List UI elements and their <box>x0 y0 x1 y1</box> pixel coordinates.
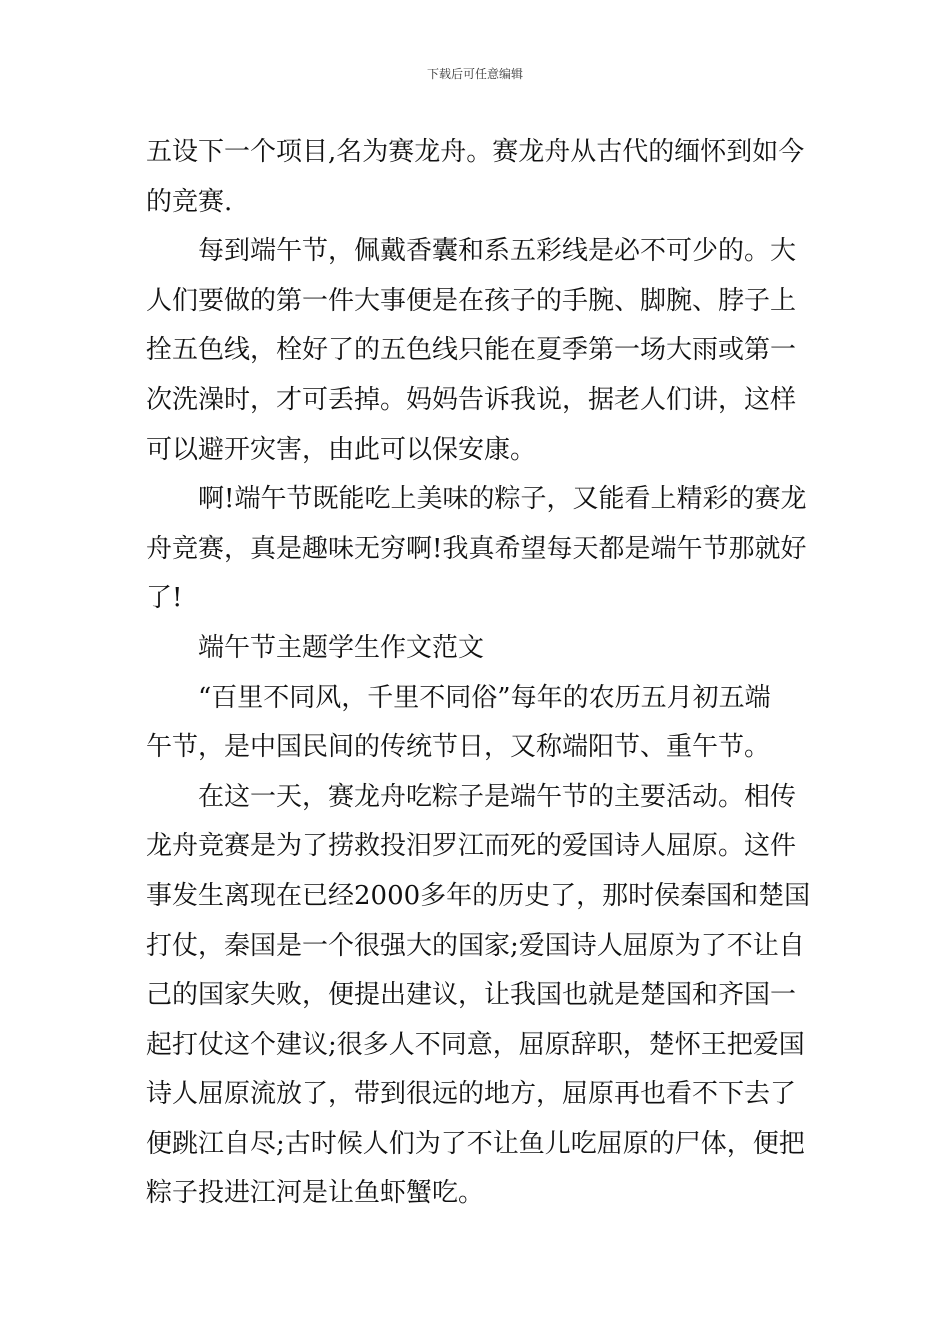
text-line: 的竞赛. <box>146 186 233 217</box>
text-line: 五设下一个项目,名为赛龙舟。赛龙舟从古代的缅怀到如今 <box>146 137 805 167</box>
text-line: 打仗，秦国是一个很强大的国家;爱国诗人屈原为了不让自 <box>146 930 805 961</box>
text-line: 啊!端午节既能吃上美味的粽子，又能看上精彩的赛龙 <box>198 484 807 515</box>
text-line: “百里不同风，千里不同俗”每年的农历五月初五端 <box>198 682 771 713</box>
text-line: 拴五色线，栓好了的五色线只能在夏季第一场大雨或第一 <box>146 335 797 366</box>
text-line: 事发生离现在已经2000多年的历史了，那时侯秦国和楚国 <box>146 880 810 911</box>
page-header: 下载后可任意编辑 <box>426 67 523 81</box>
text-line: 每到端午节，佩戴香囊和系五彩线是必不可少的。大 <box>198 236 797 267</box>
document-body <box>146 128 810 1219</box>
text-line: 起打仗这个建议;很多人不同意，屈原辞职，楚怀王把爱国 <box>146 1029 805 1060</box>
text-line: 端午节主题学生作文范文 <box>198 632 485 663</box>
text-line: 人们要做的第一件大事便是在孩子的手腕、脚腕、脖子上 <box>146 285 797 316</box>
text-line: 在这一天，赛龙舟吃粽子是端午节的主要活动。相传 <box>198 781 797 812</box>
text-line: 粽子投进江河是让鱼虾蟹吃。 <box>146 1178 485 1209</box>
text-line: 龙舟竞赛是为了捞救投汨罗江而死的爱国诗人屈原。这件 <box>146 831 797 862</box>
text-line: 了! <box>146 583 183 614</box>
text-line: 舟竞赛，真是趣味无穷啊!我真希望每天都是端午节那就好 <box>146 533 807 564</box>
text-line: 诗人屈原流放了，带到很远的地方，屈原再也看不下去了 <box>146 1079 797 1110</box>
text-line: 可以避开灾害，由此可以保安康。 <box>146 434 537 465</box>
text-line: 便跳江自尽;古时候人们为了不让鱼儿吃屈原的尸体，便把 <box>146 1128 805 1159</box>
text-line: 次洗澡时，才可丢掉。妈妈告诉我说，据老人们讲，这样 <box>146 384 797 415</box>
text-line: 己的国家失败，便提出建议，让我国也就是楚国和齐国一 <box>146 980 797 1011</box>
text-line: 午节，是中国民间的传统节日，又称端阳节、重午节。 <box>146 732 771 763</box>
